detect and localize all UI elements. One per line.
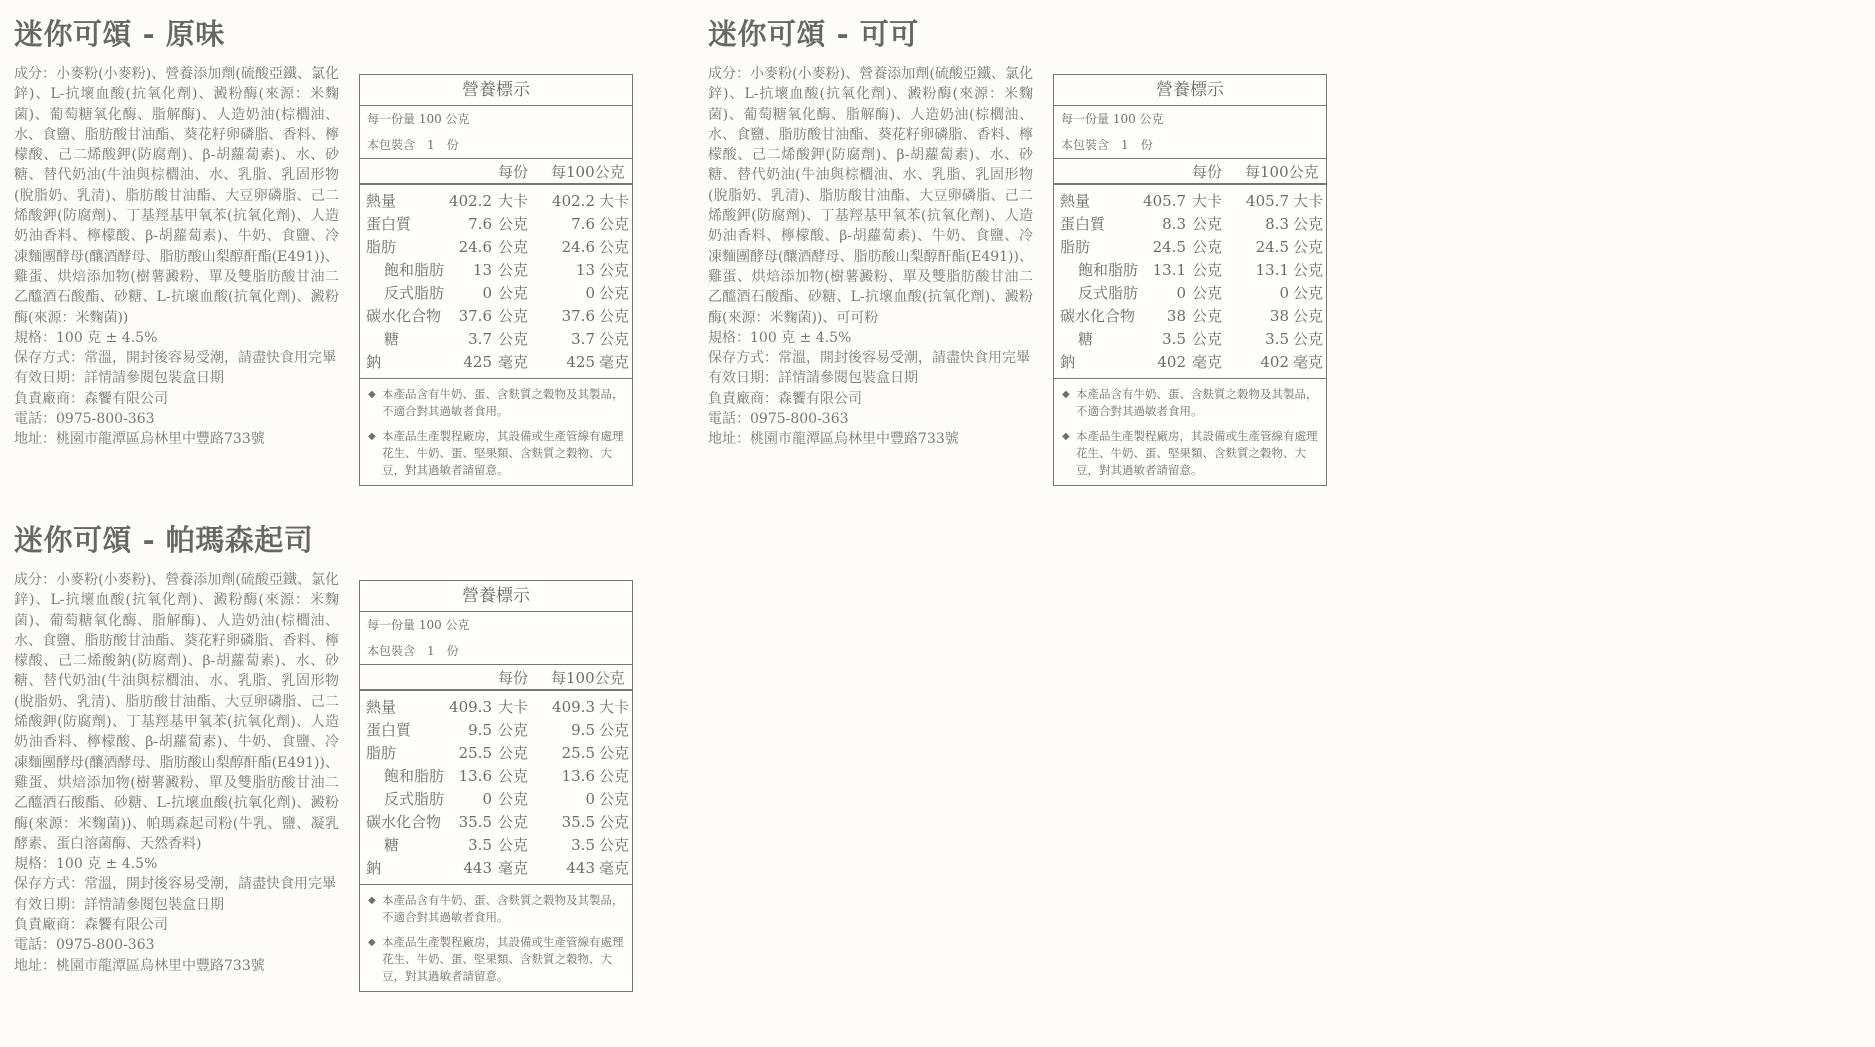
nutrient-label: 飽和脂肪 — [384, 767, 445, 785]
per-serving-unit: 公克 — [498, 767, 529, 785]
product-description — [14, 64, 339, 450]
nutrition-row-trans-fat — [360, 788, 632, 811]
nutrition-table — [359, 580, 633, 992]
allergen-note-text: 本產品生產製程廠房，其設備或生產管線有處理花生、牛奶、蛋、堅果類、含麩質之穀物、大豆，對其過敏者請留意。 — [1076, 429, 1318, 477]
per-serving-value: 13.6 — [458, 767, 492, 785]
per-100g-value: 38 — [1269, 307, 1289, 325]
allergen-notes — [1054, 379, 1326, 485]
allergen-note-text: 本產品生產製程廠房，其設備或生產管線有處理花生、牛奶、蛋、堅果類、含麩質之穀物、大豆，對其過敏者請留意。 — [382, 935, 624, 983]
storage-text: 保存方式：常溫，開封後容易受潮，請盡快食用完畢 — [14, 876, 336, 893]
nutrient-label: 飽和脂肪 — [384, 261, 445, 279]
per-100g-unit: 公克 — [599, 261, 630, 279]
per-serving-value: 405.7 — [1143, 192, 1186, 210]
address-text: 地址：桃園市龍潭區烏林里中豐路733號 — [14, 431, 265, 448]
expiry-text: 有效日期：詳情請參閱包裝盒日期 — [708, 370, 918, 387]
per-serving-value: 0 — [482, 284, 492, 302]
per-serving-unit: 公克 — [498, 790, 529, 808]
allergen-note — [1062, 428, 1320, 479]
ingredients-text: 成分：小麥粉(小麥粉)、營養添加劑(硫酸亞鐵、氯化鋅)、L-抗壞血酸(抗氧化劑)、澱粉酶(來源：米麴菌)、葡萄糖氧化酶、脂解酶)、人造奶油(棕櫚油、水、食鹽、脂肪酸甘油酯、葵花籽卵磷脂、香料、檸檬酸、己二烯酸鉀(防腐劑)、β-胡蘿蔔素)、水、砂糖、替代奶油(牛油與棕櫚油、水、乳脂、乳固形物(脫脂奶、乳清)、脂肪酸甘油酯、大豆卵磷脂、己二烯酸鉀(防腐劑)、丁基羥基甲氧苯(抗氧化劑)、人造奶油香料、檸檬酸、β-胡蘿蔔素)、牛奶、食鹽、冷凍麵團酵母(釀酒酵母、脂肪酸山梨醇酐酯(E491))、雞蛋、烘焙添加物(樹薯澱粉、單及雙脂肪酸甘油二乙醯酒石酸酯、砂糖、L-抗壞血酸(抗氧化劑)、澱粉酶(來源：米麴菌))、可可粉 — [708, 66, 1033, 326]
nutrition-row-protein — [1054, 213, 1326, 236]
maker-text: 負責廠商：森饗有限公司 — [708, 390, 862, 407]
per-100g-unit: 公克 — [1293, 307, 1324, 325]
per-100g-value: 13.1 — [1255, 261, 1289, 279]
nutrition-row-fat — [360, 236, 632, 259]
nutrition-row-carbs — [1054, 305, 1326, 328]
per-serving-value: 35.5 — [458, 813, 492, 831]
per-serving-unit: 公克 — [1192, 261, 1223, 279]
nutrition-row-sat-fat — [360, 765, 632, 788]
per-100g-unit: 公克 — [599, 767, 630, 785]
phone-text: 電話：0975-800-363 — [14, 411, 155, 428]
diamond-bullet-icon: ◆ — [368, 431, 376, 442]
servings-per-pack: 本包裝含 1 份 — [1061, 138, 1153, 152]
per-100g-unit: 公克 — [599, 330, 630, 348]
per-100g-value: 35.5 — [561, 813, 595, 831]
nutrition-row-fat — [360, 742, 632, 765]
per-100g-unit: 公克 — [599, 790, 630, 808]
product-content — [708, 64, 1327, 486]
nutrition-table — [1053, 74, 1327, 486]
nutrient-label: 碳水化合物 — [1060, 307, 1136, 325]
servings-per-pack: 本包裝含 1 份 — [367, 138, 459, 152]
nutrition-row-sugar — [360, 328, 632, 351]
per-100g-value: 0 — [585, 790, 595, 808]
nutrition-table — [359, 74, 633, 486]
per-100g-value: 24.6 — [561, 238, 595, 256]
nutrient-label: 飽和脂肪 — [1078, 261, 1139, 279]
address-text: 地址：桃園市龍潭區烏林里中豐路733號 — [708, 431, 959, 448]
per-serving-unit: 公克 — [498, 238, 529, 256]
col-per-serving: 每份 — [498, 163, 529, 181]
per-serving-unit: 毫克 — [1192, 353, 1223, 371]
diamond-bullet-icon: ◆ — [368, 895, 376, 906]
allergen-notes — [360, 379, 632, 485]
nutrient-label: 鈉 — [1060, 353, 1076, 371]
per-100g-unit: 大卡 — [599, 192, 630, 210]
product-title: 迷你可頌 - 原味 — [14, 17, 225, 51]
per-serving-value: 9.5 — [468, 721, 492, 739]
per-serving-value: 25.5 — [458, 744, 492, 762]
nutrition-row-carbs — [360, 811, 632, 834]
per-serving-unit: 公克 — [1192, 238, 1223, 256]
per-serving-unit: 毫克 — [498, 859, 529, 877]
nutrition-row-trans-fat — [360, 282, 632, 305]
per-100g-value: 8.3 — [1265, 215, 1289, 233]
per-serving-value: 3.7 — [468, 330, 492, 348]
product-original — [14, 14, 633, 486]
nutrition-rows — [360, 691, 632, 885]
nutrient-label: 碳水化合物 — [366, 307, 442, 325]
storage-text: 保存方式：常溫，開封後容易受潮，請盡快食用完畢 — [14, 350, 336, 367]
spec-text: 規格：100 克 ± 4.5% — [14, 856, 158, 873]
nutrition-row-sodium — [1054, 351, 1326, 374]
per-serving-unit: 公克 — [498, 215, 529, 233]
product-description — [708, 64, 1033, 450]
nutrition-row-energy — [360, 190, 632, 213]
servings-per-pack: 本包裝含 1 份 — [367, 644, 459, 658]
product-description — [14, 570, 339, 976]
product-parmesan — [14, 520, 633, 992]
nutrient-label: 鈉 — [366, 859, 382, 877]
per-serving-unit: 公克 — [1192, 307, 1223, 325]
per-100g-unit: 公克 — [599, 744, 630, 762]
maker-text: 負責廠商：森饗有限公司 — [14, 917, 168, 934]
per-serving-value: 37.6 — [458, 307, 492, 325]
nutrient-label: 糖 — [384, 836, 400, 854]
nutrition-row-sugar — [360, 834, 632, 857]
per-100g-value: 3.7 — [571, 330, 595, 348]
ingredients-text: 成分：小麥粉(小麥粉)、營養添加劑(硫酸亞鐵、氯化鋅)、L-抗壞血酸(抗氧化劑)、澱粉酶(來源：米麴菌)、葡萄糖氧化酶、脂解酶)、人造奶油(棕櫚油、水、食鹽、脂肪酸甘油酯、葵花籽卵磷脂、香料、檸檬酸、己二烯酸鈉(防腐劑)、β-胡蘿蔔素)、水、砂糖、替代奶油(牛油與棕櫚油、水、乳脂、乳固形物(脫脂奶、乳清)、脂肪酸甘油酯、大豆卵磷脂、己二烯酸鉀(防腐劑)、丁基羥基甲氧苯(抗氧化劑)、人造奶油香料、檸檬酸、β-胡蘿蔔素)、牛奶、食鹽、冷凍麵團酵母(釀酒酵母、脂肪酸山梨醇酐酯(E491))、雞蛋、烘焙添加物(樹薯澱粉、單及雙脂肪酸甘油二乙醯酒石酸酯、砂糖、L-抗壞血酸(抗氧化劑)、澱粉酶(來源：米麴菌))、帕瑪森起司粉(牛乳、鹽、凝乳酵素、蛋白溶菌酶、天然香料) — [14, 572, 339, 852]
nutrient-label: 脂肪 — [1060, 238, 1091, 256]
per-serving-value: 13.1 — [1152, 261, 1186, 279]
nutrition-row-protein — [360, 213, 632, 236]
nutrient-label: 碳水化合物 — [366, 813, 442, 831]
per-100g-unit: 公克 — [1293, 261, 1324, 279]
serving-size: 每一份量 100 公克 — [367, 618, 470, 632]
per-100g-unit: 毫克 — [599, 859, 630, 877]
per-100g-value: 9.5 — [571, 721, 595, 739]
per-serving-value: 13 — [472, 261, 492, 279]
per-serving-value: 24.6 — [458, 238, 492, 256]
per-serving-unit: 大卡 — [498, 192, 529, 210]
nutrition-row-energy — [1054, 190, 1326, 213]
per-serving-value: 3.5 — [468, 836, 492, 854]
per-serving-value: 443 — [463, 859, 492, 877]
address-text: 地址：桃園市龍潭區烏林里中豐路733號 — [14, 957, 265, 974]
nutrition-row-sodium — [360, 351, 632, 374]
expiry-text: 有效日期：詳情請參閱包裝盒日期 — [14, 896, 224, 913]
nutrient-label: 蛋白質 — [1060, 215, 1106, 233]
nutrient-label: 反式脂肪 — [1078, 284, 1139, 302]
nutrient-label: 脂肪 — [366, 238, 397, 256]
phone-text: 電話：0975-800-363 — [708, 411, 849, 428]
product-cocoa — [708, 14, 1327, 486]
allergen-note — [368, 428, 626, 479]
nutrient-label: 熱量 — [1060, 192, 1091, 210]
per-100g-value: 25.5 — [561, 744, 595, 762]
product-title: 迷你可頌 - 帕瑪森起司 — [14, 523, 314, 557]
nutrient-label: 反式脂肪 — [384, 284, 445, 302]
per-100g-value: 443 — [566, 859, 595, 877]
per-serving-value: 8.3 — [1162, 215, 1186, 233]
per-100g-unit: 公克 — [1293, 238, 1324, 256]
per-serving-unit: 公克 — [1192, 215, 1223, 233]
nutrient-label: 熱量 — [366, 192, 397, 210]
per-100g-value: 37.6 — [561, 307, 595, 325]
per-100g-unit: 公克 — [1293, 330, 1324, 348]
per-serving-unit: 公克 — [498, 813, 529, 831]
nutrient-label: 熱量 — [366, 698, 397, 716]
per-100g-unit: 毫克 — [1293, 353, 1324, 371]
product-content — [14, 64, 633, 486]
maker-text: 負責廠商：森饗有限公司 — [14, 390, 168, 407]
per-serving-value: 402.2 — [449, 192, 492, 210]
diamond-bullet-icon: ◆ — [1062, 389, 1070, 400]
per-serving-unit: 公克 — [1192, 284, 1223, 302]
nutrition-row-sat-fat — [360, 259, 632, 282]
per-100g-value: 24.5 — [1255, 238, 1289, 256]
per-100g-value: 409.3 — [552, 698, 595, 716]
per-serving-value: 7.6 — [468, 215, 492, 233]
per-serving-unit: 大卡 — [1192, 192, 1223, 210]
per-serving-unit: 公克 — [498, 284, 529, 302]
per-serving-value: 425 — [463, 353, 492, 371]
nutrition-row-protein — [360, 719, 632, 742]
per-100g-value: 425 — [566, 353, 595, 371]
per-100g-unit: 公克 — [599, 307, 630, 325]
nutrition-column-headers — [360, 664, 632, 691]
per-100g-unit: 公克 — [1293, 284, 1324, 302]
per-serving-unit: 毫克 — [498, 353, 529, 371]
per-serving-unit: 公克 — [498, 836, 529, 854]
spec-text: 規格：100 克 ± 4.5% — [14, 329, 158, 346]
nutrient-label: 糖 — [1078, 330, 1094, 348]
per-serving-unit: 公克 — [498, 307, 529, 325]
per-serving-unit: 公克 — [498, 721, 529, 739]
per-serving-unit: 公克 — [498, 261, 529, 279]
nutrition-row-sugar — [1054, 328, 1326, 351]
product-content — [14, 570, 633, 992]
per-100g-value: 405.7 — [1246, 192, 1289, 210]
nutrition-row-energy — [360, 696, 632, 719]
per-100g-unit: 公克 — [599, 284, 630, 302]
ingredients-text: 成分：小麥粉(小麥粉)、營養添加劑(硫酸亞鐵、氯化鋅)、L-抗壞血酸(抗氧化劑)、澱粉酶(來源：米麴菌)、葡萄糖氧化酶、脂解酶)、人造奶油(棕櫚油、水、食鹽、脂肪酸甘油酯、葵花籽卵磷脂、香料、檸檬酸、己二烯酸鉀(防腐劑)、β-胡蘿蔔素)、水、砂糖、替代奶油(牛油與棕櫚油、水、乳脂、乳固形物(脫脂奶、乳清)、脂肪酸甘油酯、大豆卵磷脂、己二烯酸鉀(防腐劑)、丁基羥基甲氧苯(抗氧化劑)、人造奶油香料、檸檬酸、β-胡蘿蔔素)、牛奶、食鹽、冷凍麵團酵母(釀酒酵母、脂肪酸山梨醇酐酯(E491))、雞蛋、烘焙添加物(樹薯澱粉、單及雙脂肪酸甘油二乙醯酒石酸酯、砂糖、L-抗壞血酸(抗氧化劑)、澱粉酶(來源：米麴菌)) — [14, 66, 339, 326]
per-100g-unit: 大卡 — [1293, 192, 1324, 210]
nutrition-row-trans-fat — [1054, 282, 1326, 305]
per-serving-value: 0 — [482, 790, 492, 808]
allergen-note — [1062, 386, 1320, 420]
per-serving-value: 24.5 — [1152, 238, 1186, 256]
per-100g-value: 3.5 — [571, 836, 595, 854]
per-serving-unit: 公克 — [498, 744, 529, 762]
per-100g-unit: 公克 — [599, 238, 630, 256]
nutrition-column-headers — [1054, 158, 1326, 185]
allergen-note — [368, 892, 626, 926]
nutrient-label: 糖 — [384, 330, 400, 348]
nutrition-table-title: 營養標示 — [360, 75, 632, 106]
per-serving-unit: 公克 — [1192, 330, 1223, 348]
allergen-notes — [360, 885, 632, 991]
col-per-100g: 每100公克 — [1245, 163, 1319, 181]
allergen-note-text: 本產品含有牛奶、蛋、含麩質之穀物及其製品，不適合對其過敏者食用。 — [382, 387, 624, 418]
per-100g-value: 13 — [575, 261, 595, 279]
allergen-note-text: 本產品含有牛奶、蛋、含麩質之穀物及其製品，不適合對其過敏者食用。 — [382, 893, 624, 924]
per-100g-unit: 公克 — [599, 215, 630, 233]
nutrition-column-headers — [360, 158, 632, 185]
nutrition-rows — [1054, 185, 1326, 379]
nutrition-row-fat — [1054, 236, 1326, 259]
product-title: 迷你可頌 - 可可 — [708, 17, 919, 51]
per-100g-unit: 公克 — [1293, 215, 1324, 233]
allergen-note — [368, 934, 626, 985]
per-100g-unit: 毫克 — [599, 353, 630, 371]
phone-text: 電話：0975-800-363 — [14, 937, 155, 954]
per-serving-value: 409.3 — [449, 698, 492, 716]
nutrition-table-title: 營養標示 — [360, 581, 632, 612]
nutrient-label: 反式脂肪 — [384, 790, 445, 808]
nutrition-rows — [360, 185, 632, 379]
per-serving-unit: 大卡 — [498, 698, 529, 716]
nutrient-label: 脂肪 — [366, 744, 397, 762]
expiry-text: 有效日期：詳情請參閱包裝盒日期 — [14, 370, 224, 387]
per-serving-unit: 公克 — [498, 330, 529, 348]
allergen-note-text: 本產品生產製程廠房，其設備或生產管線有處理花生、牛奶、蛋、堅果類、含麩質之穀物、大豆，對其過敏者請留意。 — [382, 429, 624, 477]
per-100g-value: 402.2 — [552, 192, 595, 210]
col-per-100g: 每100公克 — [551, 163, 625, 181]
diamond-bullet-icon: ◆ — [1062, 431, 1070, 442]
col-per-serving: 每份 — [498, 669, 529, 687]
per-100g-value: 402 — [1260, 353, 1289, 371]
col-per-serving: 每份 — [1192, 163, 1223, 181]
per-serving-value: 402 — [1157, 353, 1186, 371]
diamond-bullet-icon: ◆ — [368, 389, 376, 400]
per-serving-value: 0 — [1176, 284, 1186, 302]
per-100g-unit: 公克 — [599, 836, 630, 854]
nutrient-label: 鈉 — [366, 353, 382, 371]
per-100g-unit: 公克 — [599, 721, 630, 739]
per-serving-value: 3.5 — [1162, 330, 1186, 348]
allergen-note — [368, 386, 626, 420]
nutrition-table-title: 營養標示 — [1054, 75, 1326, 106]
nutrition-row-sat-fat — [1054, 259, 1326, 282]
nutrition-row-sodium — [360, 857, 632, 880]
nutrient-label: 蛋白質 — [366, 215, 412, 233]
col-per-100g: 每100公克 — [551, 669, 625, 687]
serving-size: 每一份量 100 公克 — [367, 112, 470, 126]
spec-text: 規格：100 克 ± 4.5% — [708, 329, 852, 346]
per-100g-value: 13.6 — [561, 767, 595, 785]
allergen-note-text: 本產品含有牛奶、蛋、含麩質之穀物及其製品，不適合對其過敏者食用。 — [1076, 387, 1318, 418]
storage-text: 保存方式：常溫，開封後容易受潮，請盡快食用完畢 — [708, 350, 1030, 367]
per-100g-unit: 公克 — [599, 813, 630, 831]
per-100g-value: 0 — [1279, 284, 1289, 302]
per-100g-value: 7.6 — [571, 215, 595, 233]
nutrient-label: 蛋白質 — [366, 721, 412, 739]
per-serving-value: 38 — [1166, 307, 1186, 325]
per-100g-value: 3.5 — [1265, 330, 1289, 348]
diamond-bullet-icon: ◆ — [368, 937, 376, 948]
serving-size: 每一份量 100 公克 — [1061, 112, 1164, 126]
per-100g-unit: 大卡 — [599, 698, 630, 716]
nutrition-row-carbs — [360, 305, 632, 328]
per-100g-value: 0 — [585, 284, 595, 302]
